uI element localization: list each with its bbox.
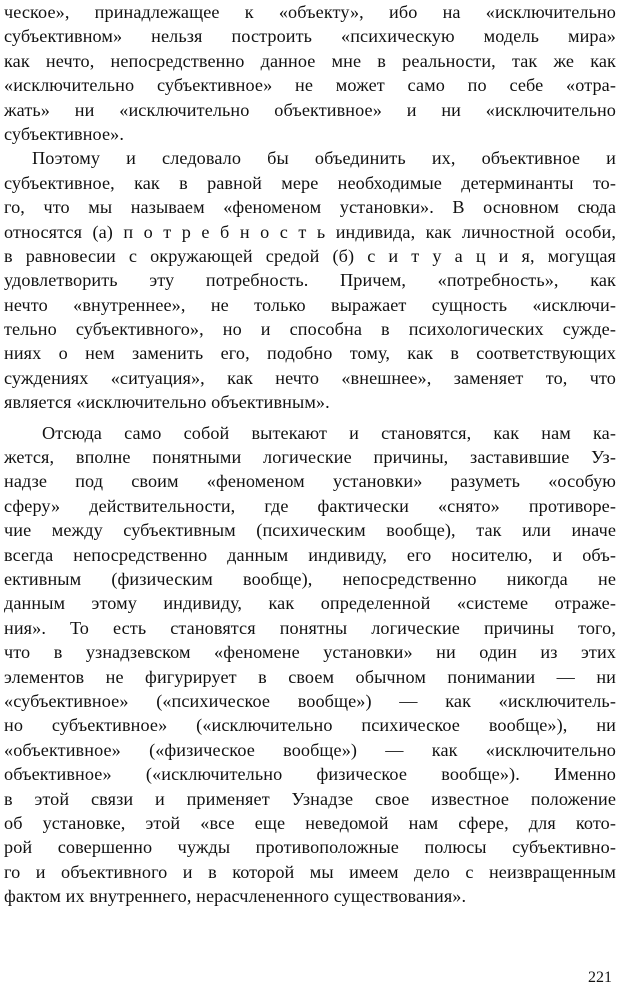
text-line: жется, вполне понятными логические причины, заставившие Уз- xyxy=(4,447,616,468)
text-line: фактом их внутреннего, нерасчлененного существования». xyxy=(4,886,467,907)
text-line: ческое», принадлежащее к «объекту», ибо на «исключительно xyxy=(4,2,616,22)
text-line: как нечто, непосредственно данное мне в реальности, так же как xyxy=(4,50,616,71)
text-line: тельно субъективного», но и способна в психологических сужде- xyxy=(4,319,616,340)
text-line: жать» ни «исключительно объективное» и ни «исключительно xyxy=(4,99,616,120)
paragraph-3 xyxy=(4,421,616,909)
text-line: го, что мы называем «феноменом установки». В основном сюда xyxy=(4,197,616,218)
text-line: в этой связи и применяет Узнадзе свое известное положение xyxy=(4,788,616,809)
text-line: субъективном» нельзя построить «психическую модель мира» xyxy=(4,26,616,47)
text-line: является «исключительно объективным». xyxy=(4,392,330,413)
text-line: «исключительно субъективное» не может само по себе «отра- xyxy=(4,75,616,96)
text-line: «объективное» («физическое вообще») — как «исключительно xyxy=(4,739,616,760)
text-line: что в узнадзевском «феномене установки» ни один из этих xyxy=(4,642,616,663)
text-line: объективное» («исключительно физическое вообще»). Именно xyxy=(4,764,616,785)
text-line: ния». То есть становятся понятны логические причины того, xyxy=(4,617,616,638)
text-line: относятся (а) п о т р е б н о с т ь индивида, как личностной особи, xyxy=(4,221,616,242)
paragraph-2 xyxy=(4,146,616,414)
text-line: Поэтому и следовало бы объединить их, объективное и xyxy=(32,148,616,169)
text-line: рой совершенно чужды противоположные полюсы субъективно- xyxy=(4,837,616,858)
text-line: нечто «внутреннее», не только выражает сущность «исключи- xyxy=(4,294,616,315)
page-number: 221 xyxy=(588,969,612,986)
text-line: в равновесии с окружающей средой (б) с и т у а ц и я, могущая xyxy=(4,245,616,266)
text-line: об установке, этой «все еще неведомой нам сфере, для кото- xyxy=(4,812,616,833)
text-line: «субъективное» («психическое вообще») — как «исключитель- xyxy=(4,690,616,711)
text-line: го и объективного и в которой мы имеем дело с неизвращенным xyxy=(4,861,616,882)
text-line: ниях о нем заменить его, подобно тому, как в соответствующих xyxy=(4,343,616,364)
text-line: надзе под своим «феноменом установки» разуметь «особую xyxy=(4,471,616,492)
text-line: суждениях «ситуация», как нечто «внешнее», заменяет то, что xyxy=(4,367,616,388)
text-line: чие между субъективным (психическим вообще), так или иначе xyxy=(4,520,616,541)
text-line: всегда непосредственно данным индивиду, его носителю, и объ- xyxy=(4,544,616,565)
text-line: элементов не фигурирует в своем обычном понимании — ни xyxy=(4,666,616,687)
text-line: ективным (физическим вообще), непосредственно никогда не xyxy=(4,568,616,589)
text-line: субъективное, как в равной мере необходимые детерминанты то- xyxy=(4,172,616,193)
text-line: данным этому индивиду, как определенной «системе отраже- xyxy=(4,593,616,614)
text-line: Отсюда само собой вытекают и становятся, как нам ка- xyxy=(42,422,616,443)
text-line: субъективное». xyxy=(4,123,124,144)
text-line: но субъективное» («исключительно психическое вообще»), ни xyxy=(4,715,616,736)
body-text xyxy=(4,0,616,908)
text-line: удовлетворить эту потребность. Причем, «потребность», как xyxy=(4,270,616,291)
paragraph-1 xyxy=(4,0,616,146)
text-line: сферу» действительности, где фактически «снято» противоре- xyxy=(4,495,616,516)
